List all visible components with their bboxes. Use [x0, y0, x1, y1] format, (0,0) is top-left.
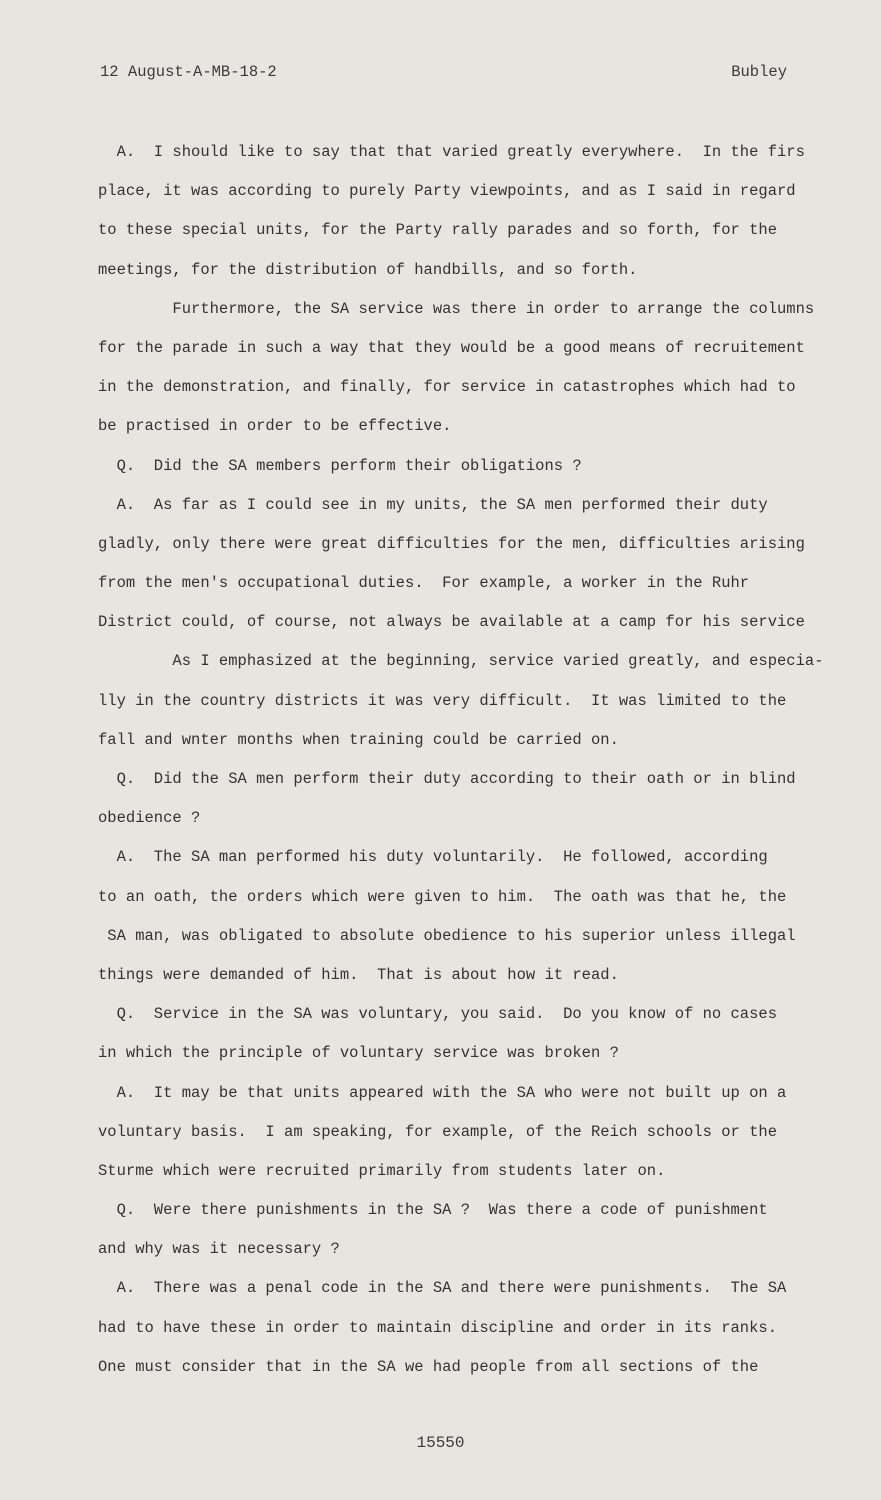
text-line: gladly, only there were great difficulties for the men, difficulties arising: [98, 534, 805, 553]
text-line: Q. Were there punishments in the SA ? Was there a code of punishment: [98, 1201, 768, 1220]
text-line: voluntary basis. I am speaking, for example, of the Reich schools or the: [98, 1122, 778, 1141]
text-line: Q. Did the SA men perform their duty according to their oath or in blind: [98, 770, 796, 788]
text-line: place, it was according to purely Party viewpoints, and as I said in regard: [98, 182, 796, 201]
text-line: One must consider that in the SA we had people from all sections of the: [98, 1357, 759, 1376]
text-line: from the men's occupational duties. For example, a worker in the Ruhr: [98, 574, 750, 593]
text-line: to an oath, the orders which were given to him. The oath was that he, the: [98, 887, 787, 906]
document-reference: 12 August-A-MB-18-2: [100, 63, 277, 81]
text-line: in the demonstration, and finally, for service in catastrophes which had to: [98, 378, 796, 397]
text-line: lly in the country districts it was very difficult. It was limited to the: [98, 691, 787, 710]
text-line: Q. Did the SA members perform their obligations ?: [98, 456, 582, 475]
text-line: to these special units, for the Party rally parades and so forth, for the: [98, 221, 778, 240]
text-line: As I emphasized at the beginning, service varied greatly, and especia-: [98, 652, 824, 671]
text-line: A. I should like to say that that varied greatly everywhere. In the firs: [98, 143, 805, 161]
text-line: be practised in order to be effective.: [98, 417, 452, 436]
text-line: A. The SA man performed his duty voluntarily. He followed, according: [98, 848, 768, 867]
text-line: District could, of course, not always be available at a camp for his service: [98, 613, 805, 632]
text-line: things were demanded of him. That is about how it read.: [98, 965, 619, 984]
text-line: had to have these in order to maintain discipline and order in its ranks.: [98, 1318, 778, 1337]
text-line: fall and wnter months when training could be carried on.: [98, 730, 619, 749]
page-header: [100, 63, 787, 87]
transcript-body: [98, 138, 838, 1392]
text-line: SA man, was obligated to absolute obedience to his superior unless illegal: [98, 926, 796, 945]
text-line: for the parade in such a way that they would be a good means of recruitement: [98, 338, 805, 357]
text-line: A. As far as I could see in my units, the SA men performed their duty: [98, 495, 768, 514]
text-line: obedience ?: [98, 809, 201, 828]
text-line: in which the principle of voluntary service was broken ?: [98, 1044, 619, 1063]
page-number: 15550: [416, 1434, 465, 1452]
text-line: meetings, for the distribution of handbills, and so forth.: [98, 260, 638, 279]
text-line: and why was it necessary ?: [98, 1240, 340, 1259]
text-line: Q. Service in the SA was voluntary, you said. Do you know of no cases: [98, 1005, 778, 1024]
text-line: A. There was a penal code in the SA and there were punishments. The SA: [98, 1279, 787, 1298]
text-line: Sturme which were recruited primarily from students later on.: [98, 1161, 666, 1180]
text-line: Furthermore, the SA service was there in order to arrange the columns: [98, 299, 815, 318]
witness-name: Bubley: [731, 63, 787, 81]
text-line: A. It may be that units appeared with the SA who were not built up on a: [98, 1083, 787, 1102]
